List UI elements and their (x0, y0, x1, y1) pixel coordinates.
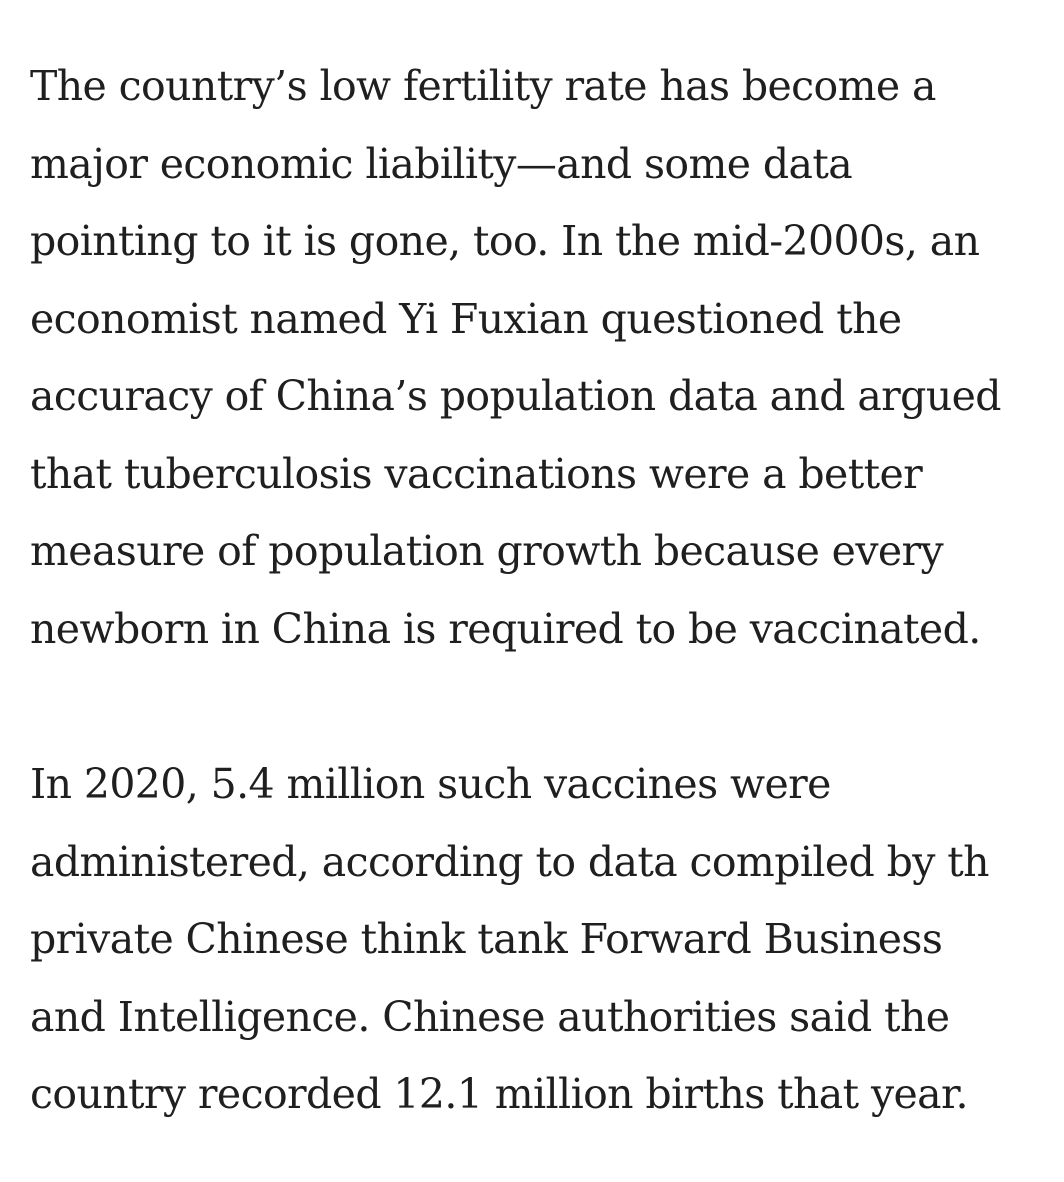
text-line: and Intelligence. Chinese authorities said the (30, 992, 950, 1041)
text-line: pointing to it is gone, too. In the mid-2000s, an (30, 217, 980, 265)
text-line: private Chinese think tank Forward Business (30, 915, 943, 963)
text-line: country recorded 12.1 million births that year. (30, 1070, 968, 1118)
text-line: accuracy of China’s population data and argued (30, 372, 1001, 420)
paragraph-vaccine-births (30, 746, 1064, 1134)
text-line: that tuberculosis vaccinations were a better (30, 449, 923, 498)
text-line: economist named Yi Fuxian questioned the (30, 294, 902, 343)
paragraph-fertility-data (30, 48, 1064, 668)
text-line: newborn in China is required to be vaccinated. (30, 604, 981, 653)
article-body (30, 48, 1064, 1134)
text-line: The country’s low fertility rate has become a (30, 62, 936, 110)
text-line: measure of population growth because every (30, 527, 944, 575)
text-line: administered, according to data compiled by th (30, 837, 989, 886)
text-line: major economic liability—and some data (30, 139, 853, 188)
text-line: In 2020, 5.4 million such vaccines were (30, 760, 831, 808)
